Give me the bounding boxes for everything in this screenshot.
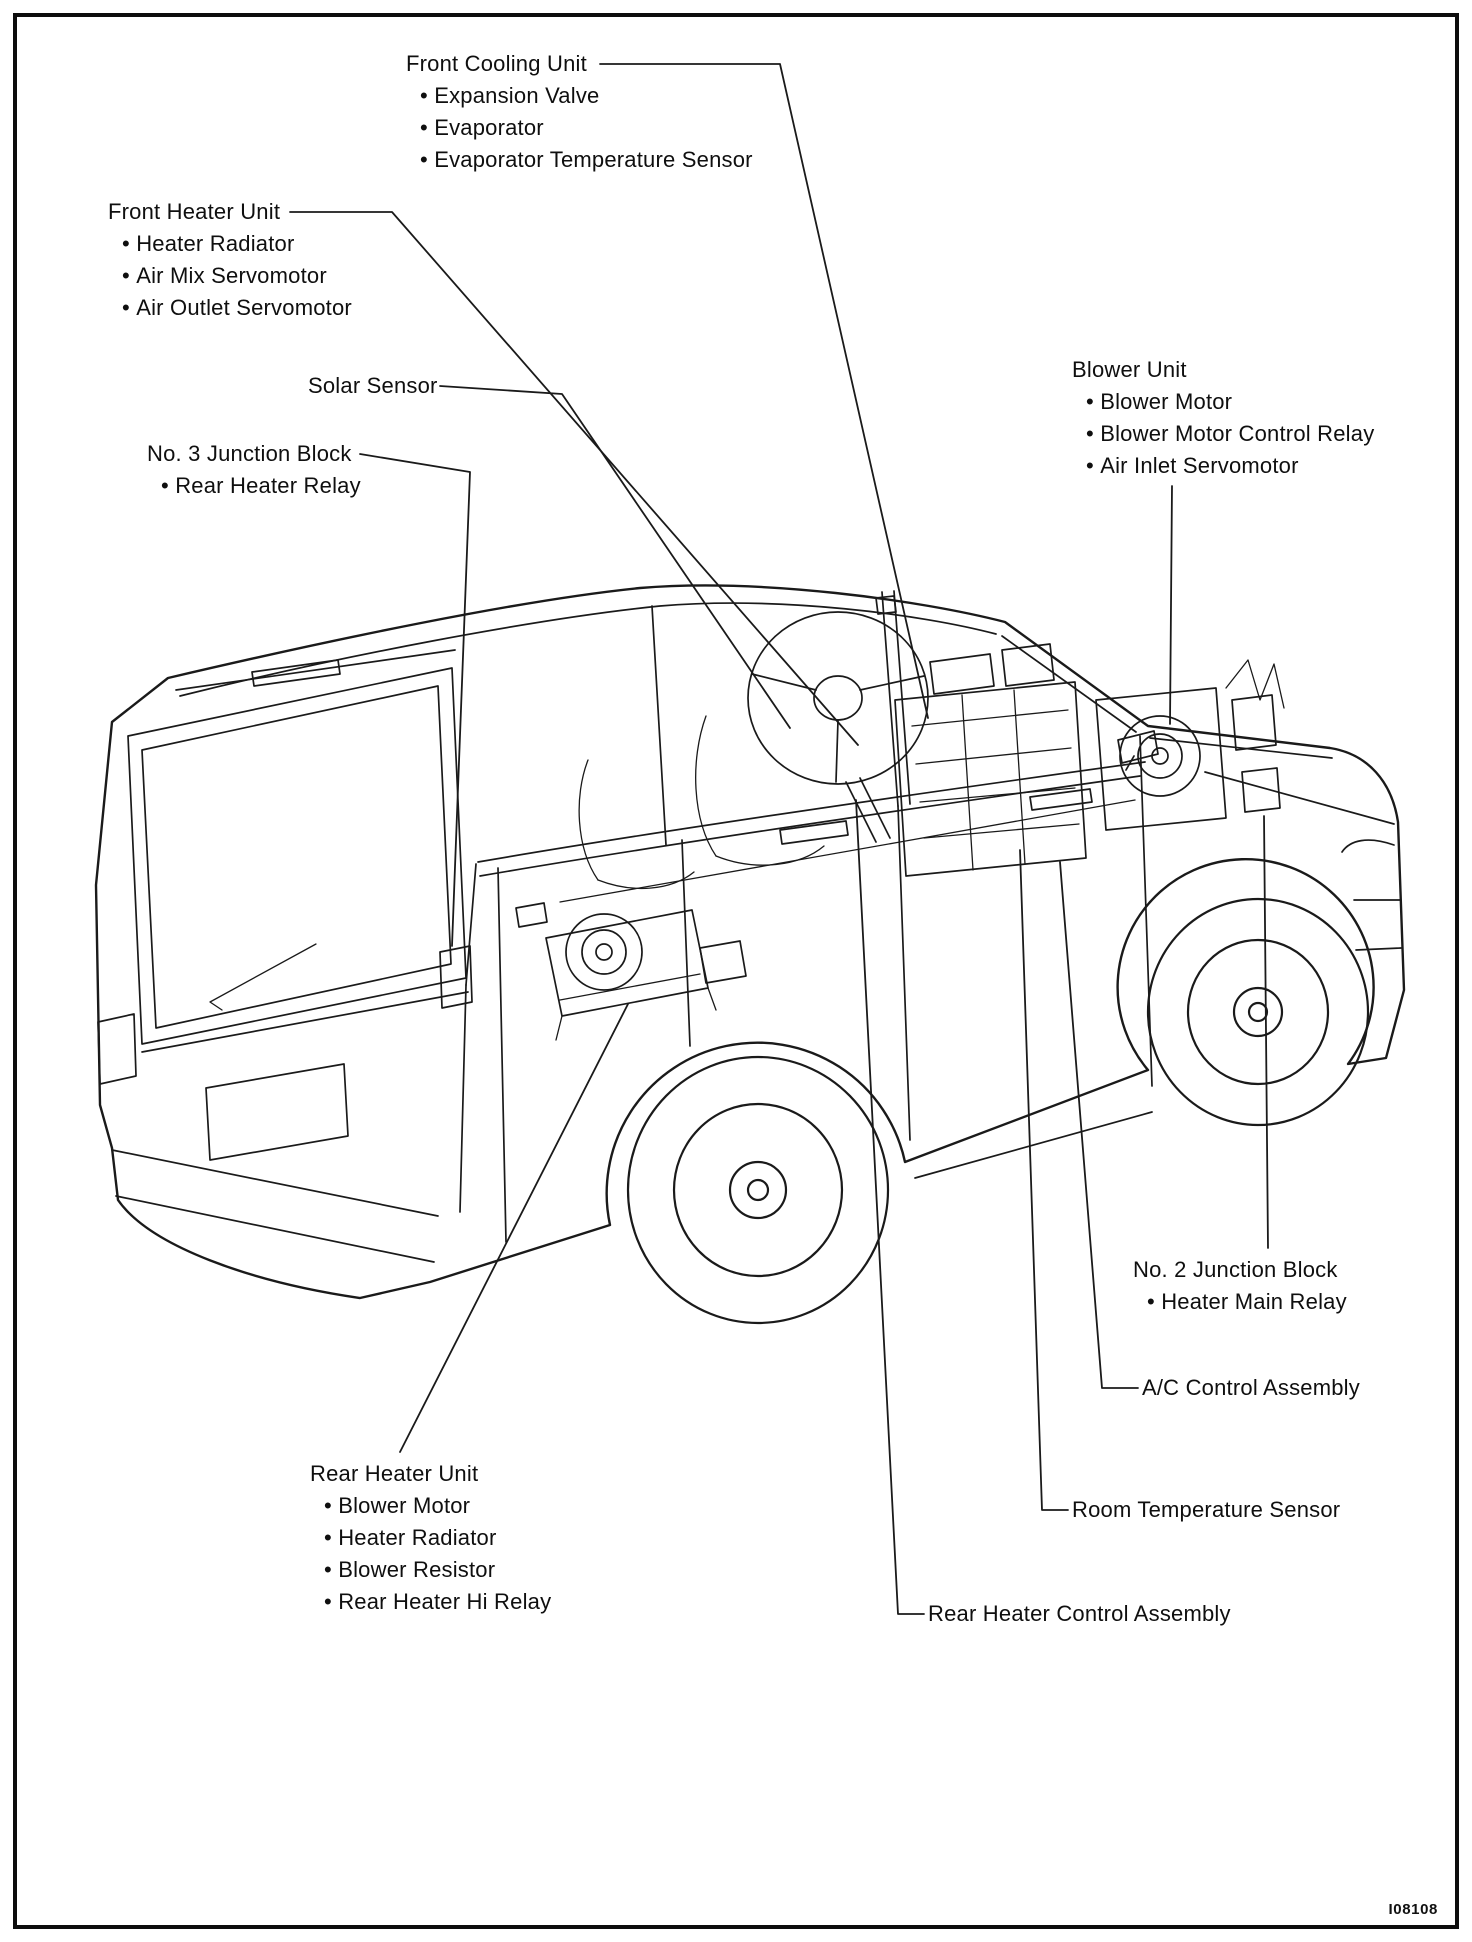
callout-title: Front Heater Unit <box>108 199 281 224</box>
front-hvac-drawing <box>895 644 1284 876</box>
rear-body-details <box>98 864 476 1262</box>
callout-title: Front Cooling Unit <box>406 51 587 76</box>
callout-title: Solar Sensor <box>308 373 438 398</box>
leader-no2-junction-block <box>1264 816 1268 1248</box>
callout-front-cooling-unit <box>406 48 753 176</box>
roof-details <box>176 603 996 696</box>
rear-heater-unit-drawing <box>516 903 746 1040</box>
callout-title: No. 2 Junction Block <box>1133 1257 1338 1282</box>
callout-item: • Air Outlet Servomotor <box>122 292 352 324</box>
leader-lines <box>290 64 1268 1614</box>
callout-title: Blower Unit <box>1072 357 1187 382</box>
callout-no3-junction-block <box>147 438 361 502</box>
callout-item: • Evaporator Temperature Sensor <box>420 144 753 176</box>
callout-title: Room Temperature Sensor <box>1072 1497 1341 1522</box>
callout-item: • Rear Heater Relay <box>161 470 361 502</box>
figure-code: I08108 <box>1388 1901 1438 1918</box>
callout-item: • Rear Heater Hi Relay <box>324 1586 551 1618</box>
callout-item: • Expansion Valve <box>420 80 753 112</box>
callout-item: • Air Mix Servomotor <box>122 260 352 292</box>
callout-item: • Blower Resistor <box>324 1554 551 1586</box>
interior-details <box>560 716 1135 902</box>
callout-items <box>122 228 352 324</box>
callout-front-heater-unit <box>108 196 352 324</box>
callout-ac-control-assembly <box>1142 1372 1360 1404</box>
callout-title: A/C Control Assembly <box>1142 1375 1360 1400</box>
callout-blower-unit <box>1072 354 1374 482</box>
callout-solar-sensor <box>308 370 438 402</box>
vehicle-body-outline <box>96 586 1404 1298</box>
leader-rear-heater-control-assembly <box>856 800 924 1614</box>
callout-rear-heater-control-assembly <box>928 1598 1231 1630</box>
leader-front-heater-unit <box>290 212 858 745</box>
callout-item: • Blower Motor <box>1086 386 1374 418</box>
leader-solar-sensor <box>440 386 790 728</box>
callout-title: Rear Heater Control Assembly <box>928 1601 1231 1626</box>
callout-item: • Evaporator <box>420 112 753 144</box>
side-body-details <box>478 591 1152 1242</box>
callout-item: • Blower Motor Control Relay <box>1086 418 1374 450</box>
callout-items <box>161 470 361 502</box>
callout-item: • Heater Radiator <box>122 228 352 260</box>
rear-window <box>128 668 466 1044</box>
leader-room-temperature-sensor <box>1020 850 1068 1510</box>
leader-blower-unit <box>1170 486 1172 724</box>
callout-title: No. 3 Junction Block <box>147 441 352 466</box>
callout-item: • Air Inlet Servomotor <box>1086 450 1374 482</box>
callout-items <box>324 1490 551 1618</box>
callout-room-temperature-sensor <box>1072 1494 1340 1526</box>
callout-title: Rear Heater Unit <box>310 1461 479 1486</box>
leader-rear-heater-unit <box>400 1004 628 1452</box>
callout-rear-heater-unit <box>310 1458 551 1618</box>
callout-item: • Heater Radiator <box>324 1522 551 1554</box>
callout-item: • Blower Motor <box>324 1490 551 1522</box>
callout-no2-junction-block <box>1133 1254 1347 1318</box>
callout-items <box>1086 386 1374 482</box>
callout-items <box>420 80 753 176</box>
callout-items <box>1147 1286 1347 1318</box>
callout-item: • Heater Main Relay <box>1147 1286 1347 1318</box>
